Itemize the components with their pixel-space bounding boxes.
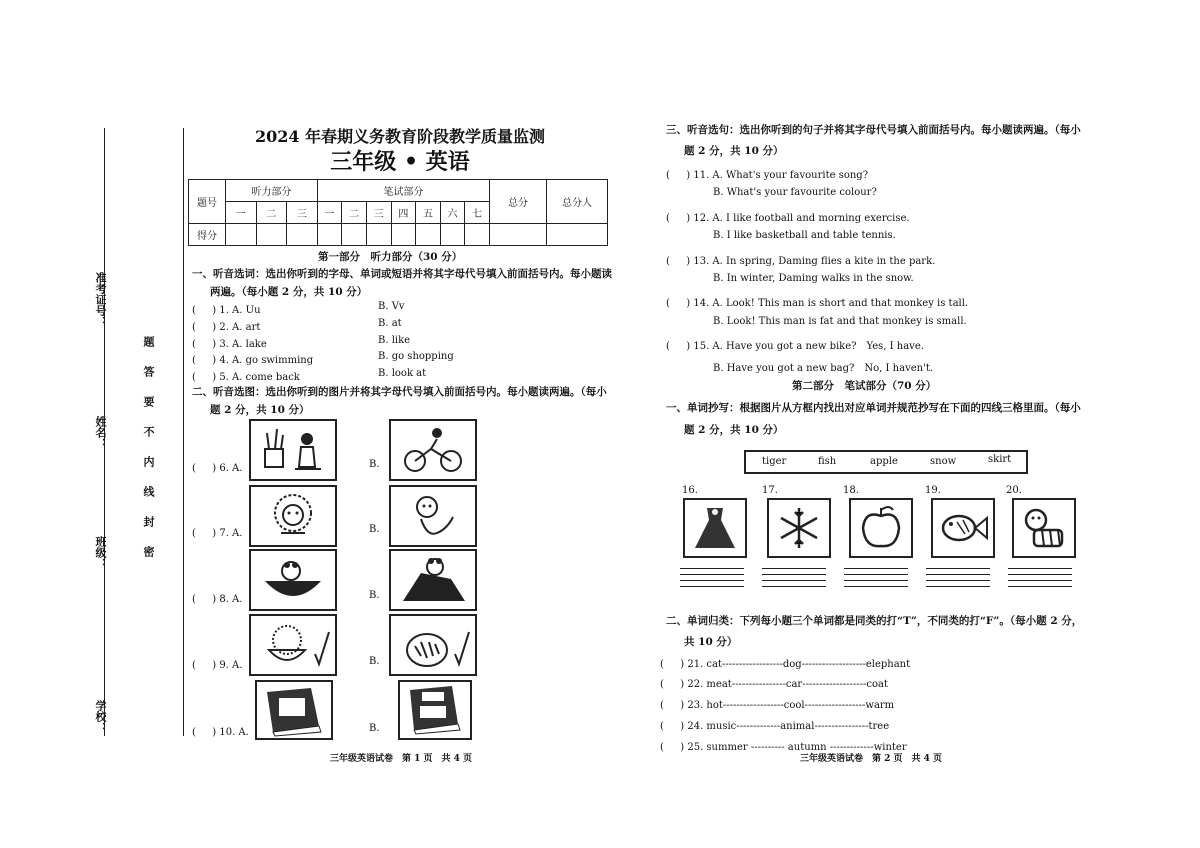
q7-picture-b	[389, 485, 477, 547]
question-15-b: B. Have you got a new bag? No, I haven't.	[713, 363, 934, 374]
q10-picture-b	[398, 680, 472, 740]
written1-instruction: 一、单词抄写：根据图片从方框内找出对应单词并规范抄写在下面的四线三格里面。（每小	[666, 402, 1081, 414]
score-cell[interactable]	[440, 224, 465, 246]
writing-lines-16[interactable]	[680, 568, 744, 592]
page1-footer: 三年级英语试卷 第 1 页 共 4 页	[330, 754, 473, 764]
seal-char: 不	[142, 426, 155, 437]
seal-char: 封	[142, 516, 155, 527]
score-cell[interactable]	[226, 224, 257, 246]
col-header: 一	[226, 202, 257, 224]
writing-lines-20[interactable]	[1008, 568, 1072, 592]
question-8: ( ) 8. A.	[192, 594, 243, 605]
question-6-b: B.	[369, 459, 380, 470]
scorer-header: 总分人	[547, 180, 608, 224]
score-cell[interactable]	[416, 224, 441, 246]
page2-footer: 三年级英语试卷 第 2 页 共 4 页	[800, 754, 943, 764]
word-bank-item: fish	[818, 456, 837, 467]
col-header: 三	[287, 202, 318, 224]
written-header: 笔试部分	[317, 180, 489, 202]
question-9-b: B.	[369, 656, 380, 667]
question-7-b: B.	[369, 524, 380, 535]
col-header: 二	[342, 202, 367, 224]
question-6: ( ) 6. A.	[192, 463, 243, 474]
tihao-cell: 题号	[189, 180, 226, 224]
section2-instruction-2: 题 2 分，共 10 分）	[210, 404, 310, 416]
q20-picture-tiger	[1012, 498, 1076, 558]
question-11-a: ( ) 11. A. What's your favourite song?	[666, 170, 869, 181]
score-cell[interactable]	[317, 224, 342, 246]
question-15-a: ( ) 15. A. Have you got a new bike? Yes, I have.	[666, 341, 924, 352]
q6-picture-b	[389, 419, 477, 481]
score-cell[interactable]	[465, 224, 490, 246]
q6-picture-a	[249, 419, 337, 481]
score-table	[188, 179, 608, 246]
pic-number: 16.	[682, 485, 698, 496]
question-5: ( ) 5. A. come back	[192, 372, 300, 383]
question-21: ( ) 21. cat------------------dog-------------------elephant	[660, 659, 911, 670]
col-header: 六	[440, 202, 465, 224]
written2-instruction: 二、单词归类：下列每小题三个单词都是同类的打“T”，不同类的打“F”。（每小题 2 分，	[666, 615, 1083, 627]
question-23: ( ) 23. hot------------------cool------------------warm	[660, 700, 895, 711]
col-header: 一	[317, 202, 342, 224]
section2-instruction: 二、听音选图：选出你听到的图片并将其字母代号填入前面括号内。每小题读两遍。（每小	[192, 386, 607, 398]
q8-picture-b	[389, 549, 477, 611]
question-25: ( ) 25. summer ---------- autumn -------------winter	[660, 742, 907, 753]
seal-char: 要	[142, 396, 155, 407]
question-9: ( ) 9. A.	[192, 660, 243, 671]
q17-picture-snow	[767, 498, 831, 558]
q16-picture-skirt	[683, 498, 747, 558]
question-12-a: ( ) 12. A. I like football and morning exercise.	[666, 213, 910, 224]
question-4-b: B. go shopping	[378, 351, 454, 362]
question-8-b: B.	[369, 590, 380, 601]
class-label: 班级：	[94, 536, 107, 569]
question-2-b: B. at	[378, 318, 402, 329]
scorer-cell[interactable]	[547, 224, 608, 246]
pic-number: 18.	[843, 485, 859, 496]
question-7: ( ) 7. A.	[192, 528, 243, 539]
pic-number: 17.	[762, 485, 778, 496]
q8-picture-a	[249, 549, 337, 611]
seal-char: 题	[142, 336, 155, 347]
seal-char: 密	[142, 546, 155, 557]
name-label: 姓名：	[94, 416, 107, 449]
word-bank-item: skirt	[988, 454, 1012, 465]
col-header: 二	[256, 202, 287, 224]
pic-number: 19.	[925, 485, 941, 496]
part2-header: 第二部分 笔试部分（70 分）	[792, 380, 937, 392]
seal-chars	[140, 336, 154, 576]
word-bank-item: snow	[930, 456, 957, 467]
question-1: ( ) 1. A. Uu	[192, 305, 261, 316]
total-cell[interactable]	[490, 224, 547, 246]
writing-lines-17[interactable]	[762, 568, 826, 592]
writing-lines-18[interactable]	[844, 568, 908, 592]
question-13-a: ( ) 13. A. In spring, Daming flies a kite in the park.	[666, 256, 936, 267]
question-22: ( ) 22. meat----------------car-------------------coat	[660, 679, 889, 690]
q9-picture-b	[389, 614, 477, 676]
section1-instruction-2: 两遍。（每小题 2 分，共 10 分）	[210, 286, 368, 298]
word-bank-item: apple	[870, 456, 898, 467]
word-bank	[744, 450, 1028, 474]
question-5-b: B. look at	[378, 368, 427, 379]
writing-lines-19[interactable]	[926, 568, 990, 592]
question-11-b: B. What's your favourite colour?	[713, 187, 877, 198]
section1-instruction: 一、听音选词：选出你听到的字母、单词或短语并将其字母代号填入前面括号内。每小题读	[192, 268, 612, 280]
school-label: 学校：	[94, 700, 107, 733]
seal-char: 答	[142, 366, 155, 377]
question-14-a: ( ) 14. A. Look! This man is short and that monkey is tall.	[666, 298, 969, 309]
q19-picture-fish	[931, 498, 995, 558]
total-header: 总分	[490, 180, 547, 224]
question-2: ( ) 2. A. art	[192, 322, 261, 333]
q7-picture-a	[249, 485, 337, 547]
exam-id-label: 准考证号：	[94, 272, 107, 327]
question-3-b: B. like	[378, 335, 411, 346]
pic-number: 20.	[1006, 485, 1022, 496]
col-header: 七	[465, 202, 490, 224]
exam-subject: 三年级 • 英语	[330, 149, 470, 175]
question-13-b: B. In winter, Daming walks in the snow.	[713, 273, 914, 284]
question-24: ( ) 24. music-------------animal----------------tree	[660, 721, 890, 732]
col-header: 三	[366, 202, 391, 224]
question-10-b: B.	[369, 723, 380, 734]
question-12-b: B. I like basketball and table tennis.	[713, 230, 896, 241]
seal-char: 线	[142, 486, 155, 497]
defen-cell: 得分	[189, 224, 226, 246]
exam-title: 2024 年春期义务教育阶段教学质量监测	[254, 127, 546, 146]
q9-picture-a	[249, 614, 337, 676]
section3-instruction-2: 题 2 分，共 10 分）	[684, 145, 784, 157]
score-cell[interactable]	[342, 224, 367, 246]
q18-picture-apple	[849, 498, 913, 558]
part1-header: 第一部分 听力部分（30 分）	[318, 251, 463, 263]
word-bank-item: tiger	[762, 456, 787, 467]
question-3: ( ) 3. A. lake	[192, 339, 267, 350]
question-4: ( ) 4. A. go swimming	[192, 355, 314, 366]
col-header: 四	[391, 202, 416, 224]
score-cell[interactable]	[287, 224, 318, 246]
listening-header: 听力部分	[226, 180, 318, 202]
question-1-b: B. Vv	[378, 301, 405, 312]
written1-instruction-2: 题 2 分，共 10 分）	[684, 424, 784, 436]
score-cell[interactable]	[256, 224, 287, 246]
question-14-b: B. Look! This man is fat and that monkey is small.	[713, 316, 967, 327]
seal-char: 内	[142, 456, 155, 467]
binding-line-inner	[183, 128, 184, 736]
col-header: 五	[416, 202, 441, 224]
section3-instruction: 三、听音选句：选出你听到的句子并将其字母代号填入前面括号内。每小题读两遍。（每小	[666, 124, 1081, 136]
q10-picture-a	[255, 680, 333, 740]
score-cell[interactable]	[391, 224, 416, 246]
written2-instruction-2: 共 10 分）	[684, 636, 738, 648]
question-10: ( ) 10. A.	[192, 727, 249, 738]
score-cell[interactable]	[366, 224, 391, 246]
